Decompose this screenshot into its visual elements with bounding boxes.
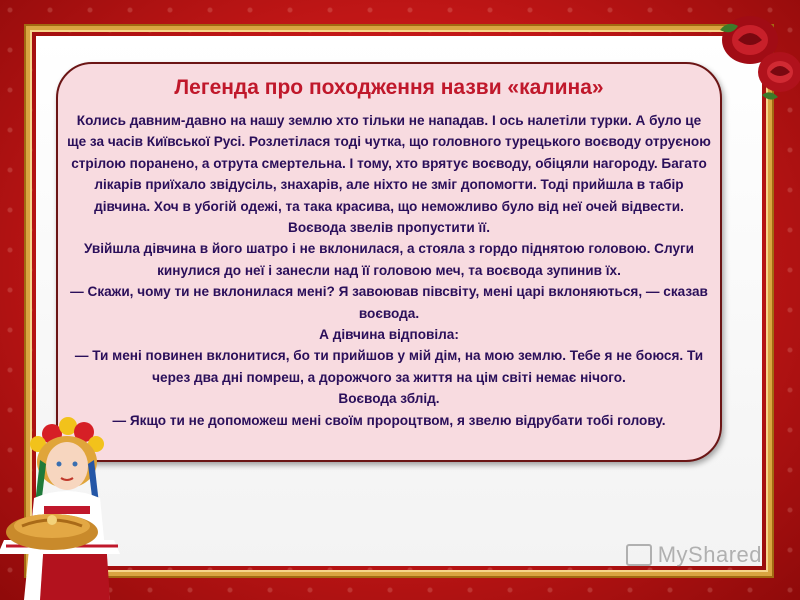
story-paragraph: Увійшла дівчина в його шатро і не вклонилася, а стояла з гордо піднятою головою. Слуги кинулися до неї і занесли над її головою меч, та воєвода зупинив їх. <box>83 241 695 278</box>
watermark <box>626 542 762 568</box>
ukrainian-girl-with-korovai-icon <box>0 410 150 600</box>
story-paragraph: Воєвода зблід. <box>338 391 440 407</box>
story-paragraph: — Скажи, чому ти не вклонилася мені? Я завоював півсвіту, мені царі вклоняються, — сказав воєвода. <box>70 284 708 321</box>
watermark-text: MyShared <box>657 542 762 567</box>
story-paragraph: Колись давним-давно на нашу землю хто тільки не нападав. І ось налетіли турки. А було це ще за часів Київської Русі. Розлетілася тоді чутка, що головного турецького воєводу отруєною стрілою поранено, а отрута смертельна. І тому, хто врятує воєводу, обіцяли нагороду. Багато лікарів приїхало звідусіль, знахарів, але ніхто не зміг допомогти. Тоді прийшла в табір дівчина. Хоч в убогій одежі, та така красива, що неможливо було від неї очей відвести. Воєвода звелів пропустити її. <box>67 113 711 236</box>
legend-story <box>66 110 712 431</box>
presentation-icon <box>626 544 652 566</box>
story-paragraph: А дівчина відповіла: <box>319 327 459 343</box>
story-paragraph: — Якщо ти не допоможеш мені своїм пророцтвом, я звелю відрубати тобі голову. <box>112 412 666 428</box>
slide-title: Легенда про походження назви «калина» <box>174 76 604 99</box>
story-paragraph: — Ти мені повинен вклонитися, бо ти прийшов у мій дім, на мою землю. Тебе я не боюся. Ти через два дні помреш, а дорожчого за життя на цім світі немає нічого. <box>74 348 704 385</box>
